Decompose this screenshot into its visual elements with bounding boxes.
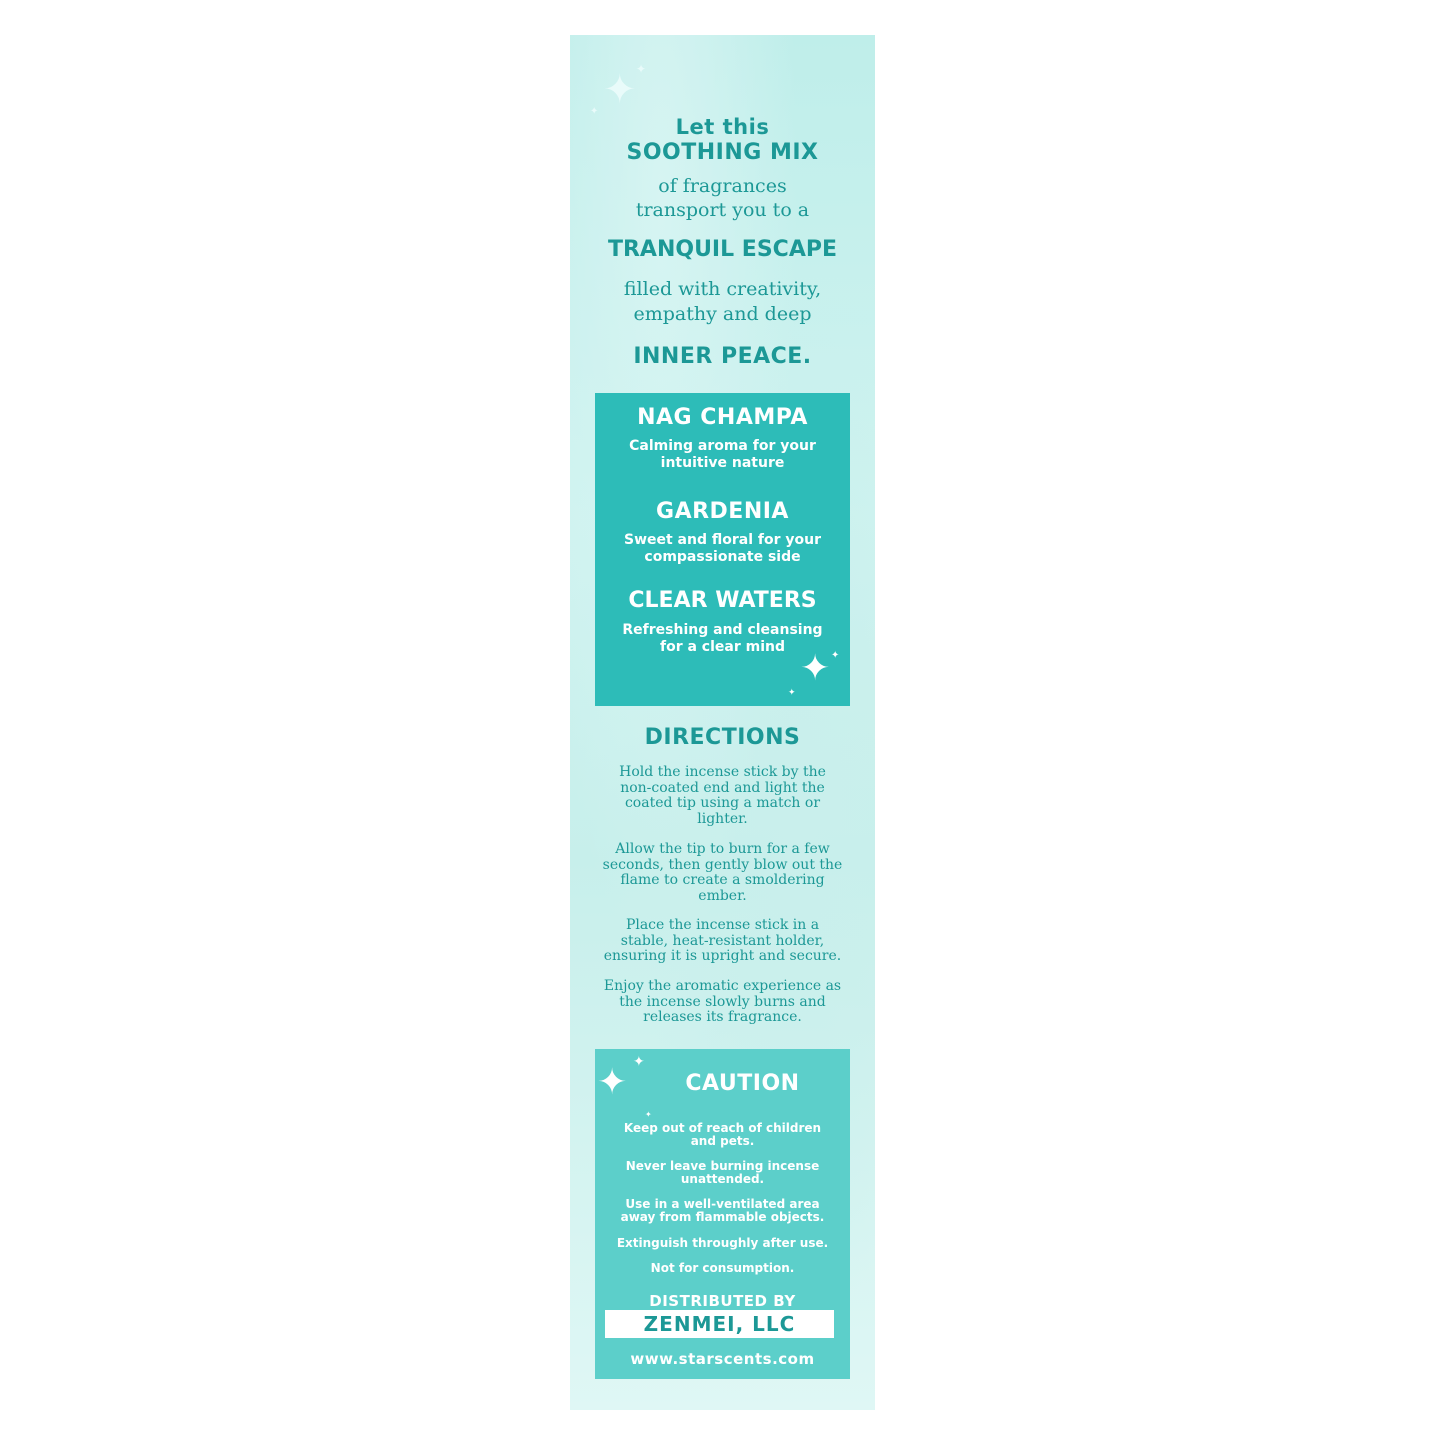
intro-headline-inner-peace: INNER PEACE. [633,344,812,369]
scent-description: Calming aroma for your [629,438,816,454]
scent-description: intuitive nature [660,455,785,471]
directions-line: seconds, then gently blow out the [602,856,843,873]
caution-line: unattended. [680,1172,765,1186]
scents-box [595,393,850,706]
directions-step-4 [570,979,875,1026]
directions-line: the incense slowly burns and [619,993,826,1010]
directions-line: lighter. [697,810,748,827]
intro-headline-soothing: SOOTHING MIX [626,140,819,165]
intro-line-3: of fragrances [658,175,787,197]
intro-line-6: filled with creativity, [623,278,822,300]
scent-description: compassionate side [644,549,801,565]
caution-item [595,1160,850,1186]
caution-line: and pets. [690,1134,755,1148]
directions-line: ensuring it is upright and secure. [603,948,842,964]
company-name: ZENMEI, LLC [605,1310,834,1338]
directions-line: Enjoy the aromatic experience as [603,978,842,994]
sparkle-icon: ✦ [597,1062,628,1103]
directions-step-1 [570,765,875,827]
directions-line: Hold the incense stick by the [619,764,826,780]
scent-name: NAG CHAMPA [637,405,808,430]
directions-line: Place the incense stick in a [625,917,820,933]
incense-label-panel [570,35,875,1410]
directions-line: non-coated end and light the [620,779,825,796]
sparkle-icon: ✦ [831,650,840,661]
sparkle-icon: ✦ [590,106,599,117]
scent-name: GARDENIA [656,499,789,524]
caution-item [595,1122,850,1148]
scent-description: Refreshing and cleansing [622,622,823,638]
directions-line: coated tip using a match or [624,795,821,811]
directions-line: stable, heat-resistant holder, [620,932,825,949]
sparkle-icon: ✦ [800,648,831,689]
sparkle-icon: ✦ [788,688,796,698]
caution-line: away from flammable objects. [620,1210,825,1224]
caution-title: CAUTION [685,1071,800,1096]
directions-line: flame to create a smoldering [620,872,825,888]
directions-step-3 [570,918,875,965]
caution-line: Keep out of reach of children [623,1121,822,1135]
caution-item [595,1198,850,1224]
website-link[interactable]: www.starscents.com [630,1350,815,1368]
scent-description: for a clear mind [659,639,785,655]
intro-headline-tranquil: TRANQUIL ESCAPE [607,237,837,262]
directions-step-2 [570,842,875,904]
scent-description: Sweet and floral for your [623,532,821,548]
directions-line: Allow the tip to burn for a few [615,841,830,857]
sparkle-icon: ✦ [603,67,637,113]
caution-box [595,1049,850,1379]
directions-title: DIRECTIONS [644,725,801,750]
intro-line-1: Let this [675,115,770,139]
intro-line-4: transport you to a [635,199,810,221]
caution-item: Extinguish throughly after use. [616,1236,829,1250]
caution-item: Not for consumption. [650,1261,795,1275]
sparkle-icon: ✦ [636,62,647,76]
scent-name: CLEAR WATERS [628,588,817,613]
distributed-by-label: DISTRIBUTED BY [649,1292,796,1310]
intro-line-7: empathy and deep [633,303,812,325]
sparkle-icon: ✦ [645,1110,652,1119]
caution-line: Never leave burning incense [625,1159,820,1173]
directions-line: releases its fragrance. [643,1009,802,1025]
caution-line: Use in a well-ventilated area [625,1197,820,1211]
directions-line: ember. [698,887,747,904]
sparkle-icon: ✦ [633,1054,645,1070]
